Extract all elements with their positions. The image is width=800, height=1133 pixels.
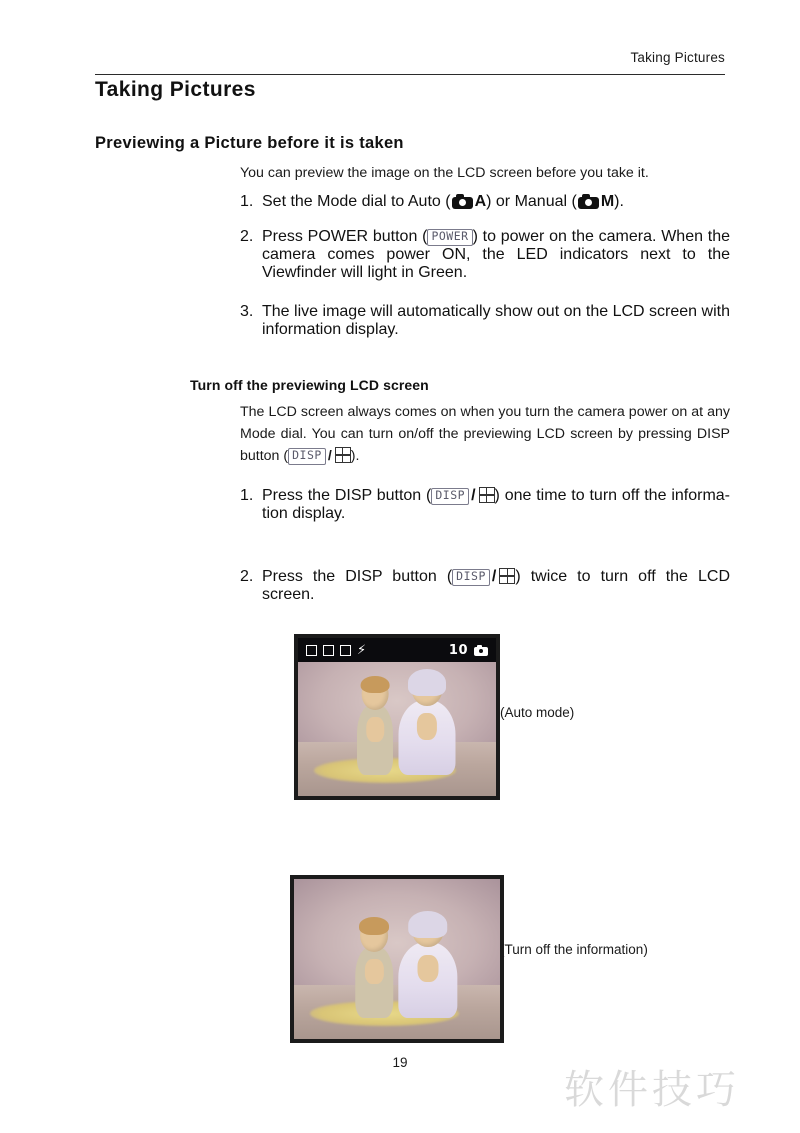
- slash-separator: /: [491, 568, 497, 585]
- figure-information-off: [290, 875, 504, 1043]
- disp-button-icon: DISP: [431, 488, 469, 505]
- figurine-photo: [294, 879, 500, 1039]
- grid-icon: [479, 487, 495, 503]
- battery-icon: [323, 645, 334, 656]
- sd-card-icon: [306, 645, 317, 656]
- substep2-text-before: Press the DISP button (: [262, 568, 453, 585]
- folder-icon: [340, 645, 351, 656]
- header-rule: [95, 74, 725, 75]
- lcd-osd-bar: [298, 638, 496, 662]
- list-item: [240, 568, 730, 604]
- list-item-number: 2.: [240, 228, 254, 245]
- step1-text-after: ).: [614, 193, 624, 210]
- disp-button-icon: DISP: [452, 569, 490, 586]
- list-item-text: [262, 487, 730, 523]
- camera-icon: [474, 645, 488, 656]
- list-item-text: The live image will automatically show out on the LCD screen with information display.: [262, 303, 730, 338]
- list-item-text: [262, 193, 730, 211]
- list-item-text: [262, 568, 730, 604]
- manual-mode-letter: M: [600, 193, 615, 210]
- photo-figurine-girl: [397, 671, 456, 775]
- grid-icon: [499, 568, 515, 584]
- list-item: [240, 487, 730, 523]
- figure-auto-mode: [294, 634, 500, 800]
- power-button-icon: POWER: [427, 229, 472, 246]
- step2-text-after: ) to power on the camera. When the camera comes power ON, the LED indicators next to the Viewfinder will light in Green.: [262, 228, 730, 281]
- slash-separator: /: [471, 487, 476, 504]
- section-intro: You can preview the image on the LCD screen before you take it.: [240, 165, 649, 181]
- step1-text-before: Set the Mode dial to Auto (: [262, 193, 451, 210]
- substep1-text-after: ) one time to turn off the informa-tion display.: [262, 487, 730, 522]
- slash-separator: /: [327, 448, 332, 464]
- subsection-title: Turn off the previewing LCD screen: [190, 377, 429, 393]
- step2-text-before: Press POWER button (: [262, 228, 428, 245]
- photo-figurine-girl: [397, 913, 459, 1019]
- page-number: 19: [392, 1055, 408, 1070]
- substep2-text-after: ) twice to turn off the LCD screen.: [262, 568, 730, 603]
- list-item: [240, 193, 730, 211]
- list-item-number: 1.: [240, 193, 254, 210]
- subsection-text-before: The LCD screen always comes on when you turn the camera power on at any Mode dial. You can turn on/off the previewing LCD screen by pressing DISP button (: [240, 404, 730, 464]
- watermark: 软件技巧: [564, 1067, 740, 1113]
- subsection-text-after: ).: [350, 448, 360, 464]
- figure-caption-auto-mode: (Auto mode): [500, 705, 575, 720]
- figure-caption-information-off: (Turn off the information): [500, 942, 648, 957]
- chapter-title: Taking Pictures: [95, 78, 256, 101]
- list-item-number: 3.: [240, 303, 254, 320]
- flash-icon: ⚡: [357, 642, 367, 658]
- disp-button-icon: DISP: [288, 448, 326, 465]
- camera-icon: [578, 194, 599, 209]
- list-item-number: 1.: [240, 487, 254, 504]
- subsection-paragraph: [240, 401, 730, 467]
- shots-remaining-count: 10: [448, 642, 468, 658]
- auto-mode-letter: A: [474, 193, 487, 210]
- list-item-number: 2.: [240, 568, 254, 585]
- substep1-text-before: Press the DISP button (: [262, 487, 432, 504]
- list-item: [240, 303, 730, 339]
- camera-icon: [452, 194, 473, 209]
- section-title: Previewing a Picture before it is taken: [95, 134, 404, 152]
- running-header: Taking Pictures: [630, 50, 725, 65]
- photo-figurine-boy: [349, 678, 400, 776]
- photo-figurine-boy: [348, 919, 402, 1018]
- list-item: [240, 228, 730, 282]
- step1-text-middle: ) or Manual (: [486, 193, 577, 210]
- list-item-text: [262, 228, 730, 282]
- grid-icon: [335, 447, 351, 463]
